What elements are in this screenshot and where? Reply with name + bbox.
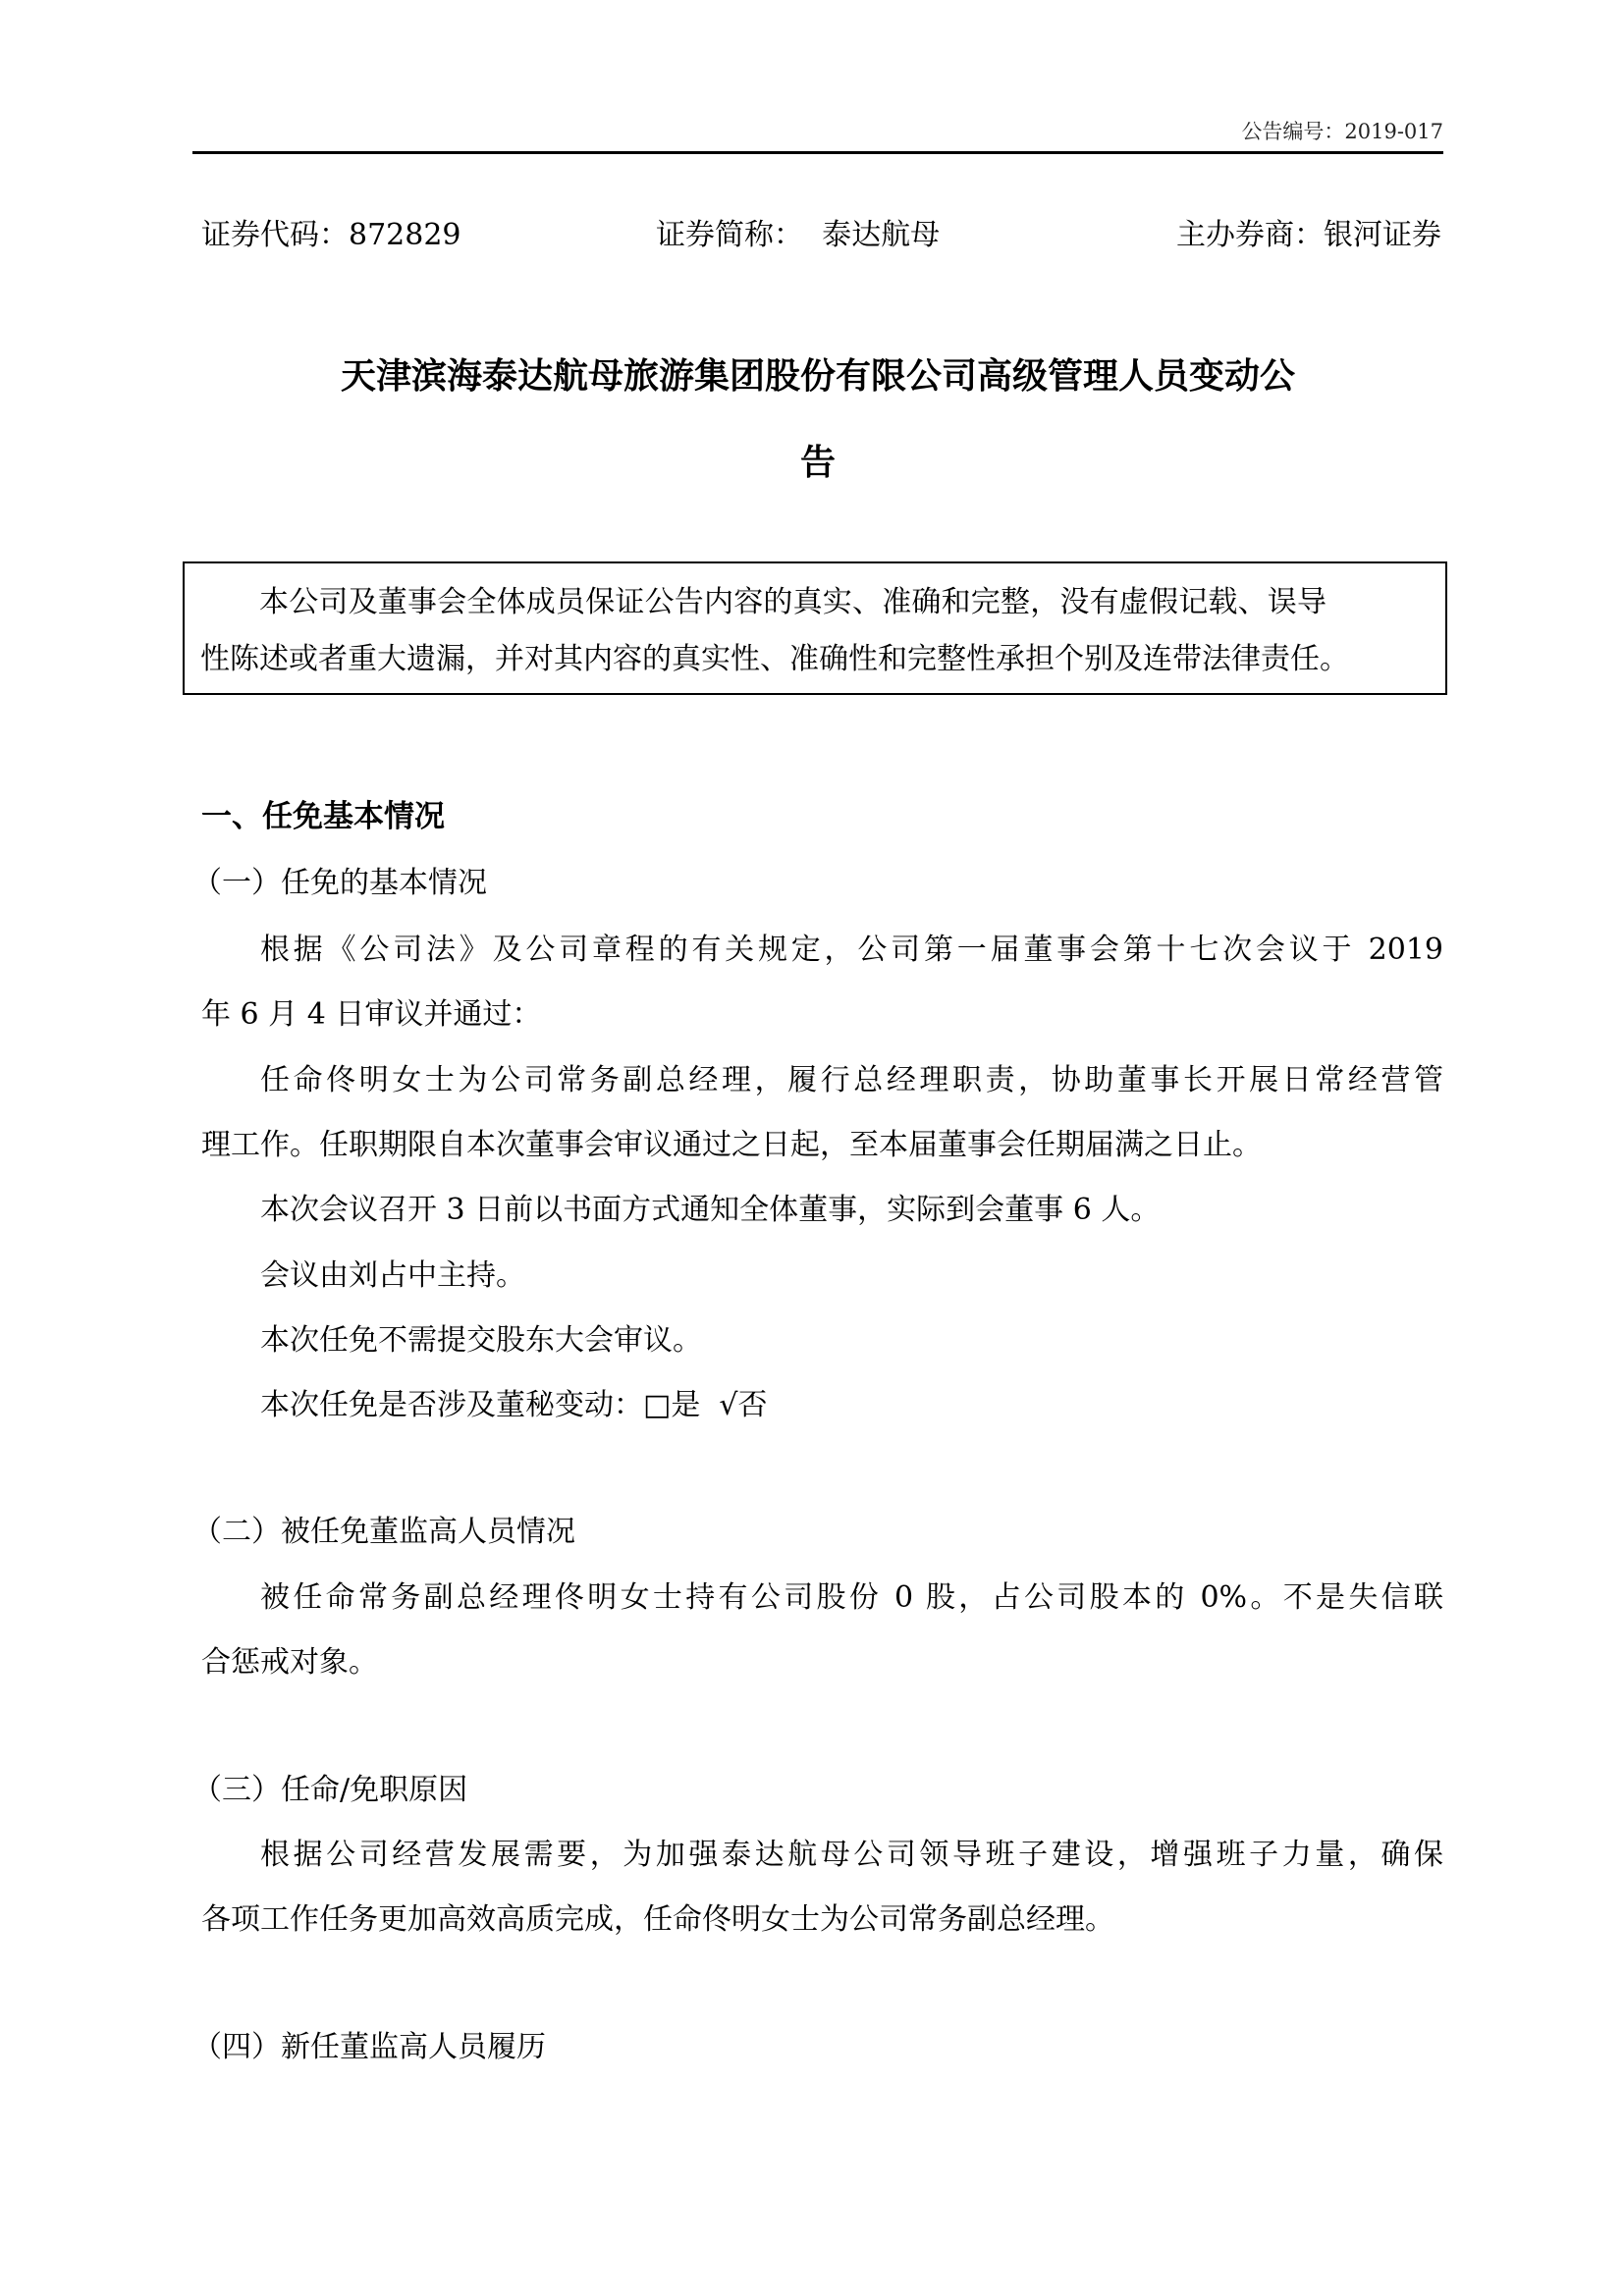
securities-code: 证券代码：872829 [201,218,461,252]
announcement-number: 公告编号：2019-017 [1241,120,1443,143]
document-title-line-1: 天津滨海泰达航母旅游集团股份有限公司高级管理人员变动公 [340,355,1295,397]
notice-line-2: 性陈述或者重大遗漏，并对其内容的真实性、准确性和完整性承担个别及连带法律责任。 [200,642,1349,676]
securities-short-name: 证券简称： 泰达航母 [656,218,941,252]
paragraph-line: 根据《公司法》及公司章程的有关规定，公司第一届董事会第十七次会议于 2019 [260,933,1443,967]
paragraph-line: 理工作。任职期限自本次董事会审议通过之日起，至本届董事会任期届满之日止。 [201,1128,1262,1162]
header-divider [192,151,1443,154]
paragraph-line: 本次会议召开 3 日前以书面方式通知全体董事，实际到会董事 6 人。 [260,1193,1161,1227]
sponsor-broker: 主办券商：银河证券 [1176,218,1441,252]
paragraph-line: 各项工作任务更加高效高质完成，任命佟明女士为公司常务副总经理。 [201,1902,1114,1937]
section-heading: 一、任免基本情况 [201,799,445,834]
paragraph-line: 合惩戒对象。 [201,1645,378,1680]
subsection-heading-2: （二）被任免董监高人员情况 [192,1515,575,1549]
paragraph-line: 任命佟明女士为公司常务副总经理，履行总经理职责，协助董事长开展日常经营管 [260,1063,1443,1097]
subsection-heading-4: （四）新任董监高人员履历 [192,2030,546,2064]
secretary-change-checkbox-line: 本次任免是否涉及董秘变动：□是 √否 [260,1388,768,1422]
paragraph-line: 根据公司经营发展需要，为加强泰达航母公司领导班子建设，增强班子力量，确保 [260,1838,1443,1872]
board-guarantee-notice [183,561,1447,695]
subsection-heading-3: （三）任命/免职原因 [192,1773,468,1807]
paragraph-line: 被任命常务副总经理佟明女士持有公司股份 0 股，占公司股本的 0%。不是失信联 [260,1580,1443,1615]
paragraph-line: 本次任免不需提交股东大会审议。 [260,1323,702,1358]
document-title-line-2: 告 [799,442,836,483]
paragraph-line: 年 6 月 4 日审议并通过： [201,997,542,1032]
paragraph-line: 会议由刘占中主持。 [260,1258,525,1293]
subsection-heading-1: （一）任免的基本情况 [192,866,487,900]
notice-line-1: 本公司及董事会全体成员保证公告内容的真实、准确和完整，没有虚假记载、误导 [259,585,1327,619]
